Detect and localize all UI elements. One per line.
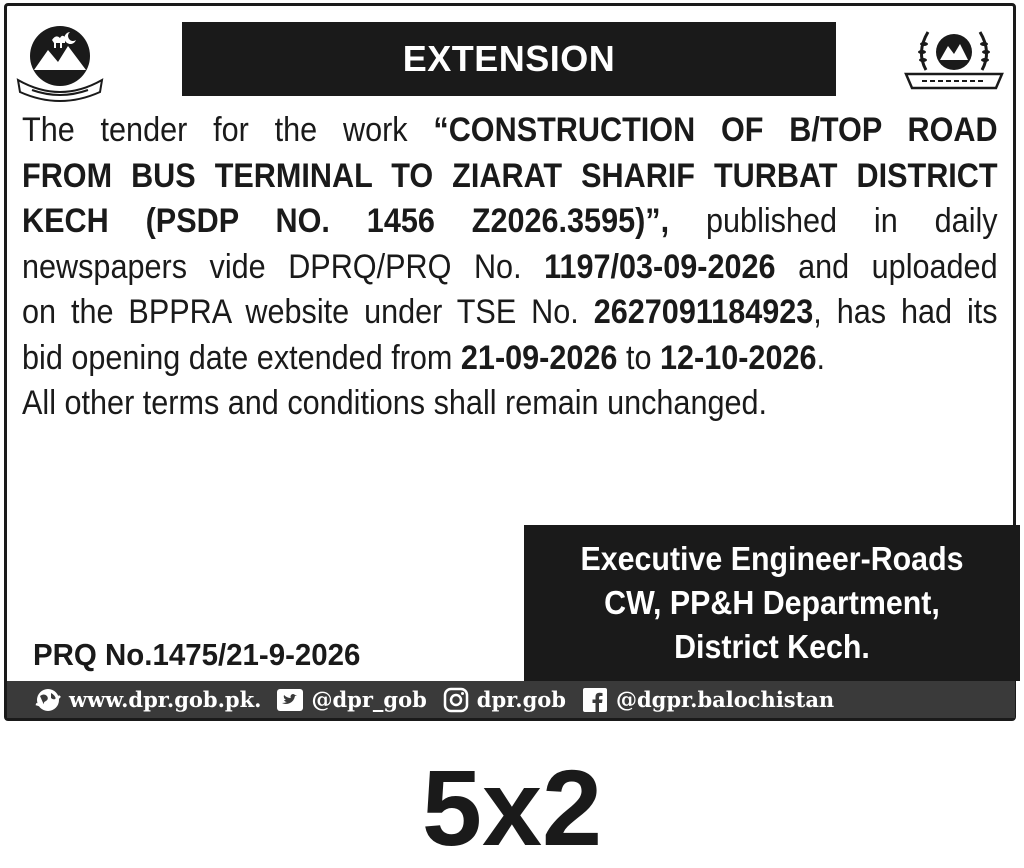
twitter-icon [275, 687, 305, 713]
notice-line-5: on the BPPRA website under TSE No. 2627091184923, has had its [22, 293, 998, 331]
footer-instagram[interactable] [441, 687, 566, 713]
notice-line-7: All other terms and conditions shall remain unchanged. [22, 384, 768, 422]
notice-line-6: bid opening date extended from 21-09-2026 to 12-10-2026. [22, 338, 826, 377]
footer-twitter[interactable] [275, 687, 426, 713]
ad-size-code: 5x2 [421, 747, 603, 868]
signature-department: CW, PP&H Department, [604, 584, 940, 621]
signature-district: District Kech. [674, 628, 870, 665]
signature-title: Executive Engineer-Roads [580, 540, 964, 577]
dgpr-emblem-icon [902, 22, 1006, 98]
footer-bar [7, 681, 1015, 718]
instagram-handle[interactable]: dpr.gob [476, 687, 566, 712]
instagram-icon [441, 687, 471, 713]
notice-line-2: FROM BUS TERMINAL TO ZIARAT SHARIF TURBAT DISTRICT [22, 156, 998, 195]
footer-website[interactable] [33, 687, 261, 713]
twitter-handle[interactable]: @dpr_gob [311, 687, 427, 712]
website-link[interactable]: www.dpr.gob.pk. [69, 687, 262, 712]
notice-line-3: KECH (PSDP NO. 1456 Z2026.3595)”, published in daily [22, 202, 998, 240]
prq-number: PRQ No.1475/21-9-2026 [33, 637, 361, 672]
balochistan-emblem-icon [12, 18, 108, 104]
signature-block [524, 525, 1020, 681]
footer-facebook[interactable] [580, 687, 834, 713]
globe-icon [33, 687, 63, 713]
facebook-handle[interactable]: @dgpr.balochistan [616, 687, 835, 712]
facebook-icon [580, 687, 610, 713]
page-title: EXTENSION [182, 22, 836, 96]
notice-line-4: newspapers vide DPRQ/PRQ No. 1197/03-09-2026 and uploaded [22, 247, 998, 286]
notice-line-1: The tender for the work “CONSTRUCTION OF B/TOP ROAD [22, 111, 998, 149]
notice-body [22, 108, 998, 427]
